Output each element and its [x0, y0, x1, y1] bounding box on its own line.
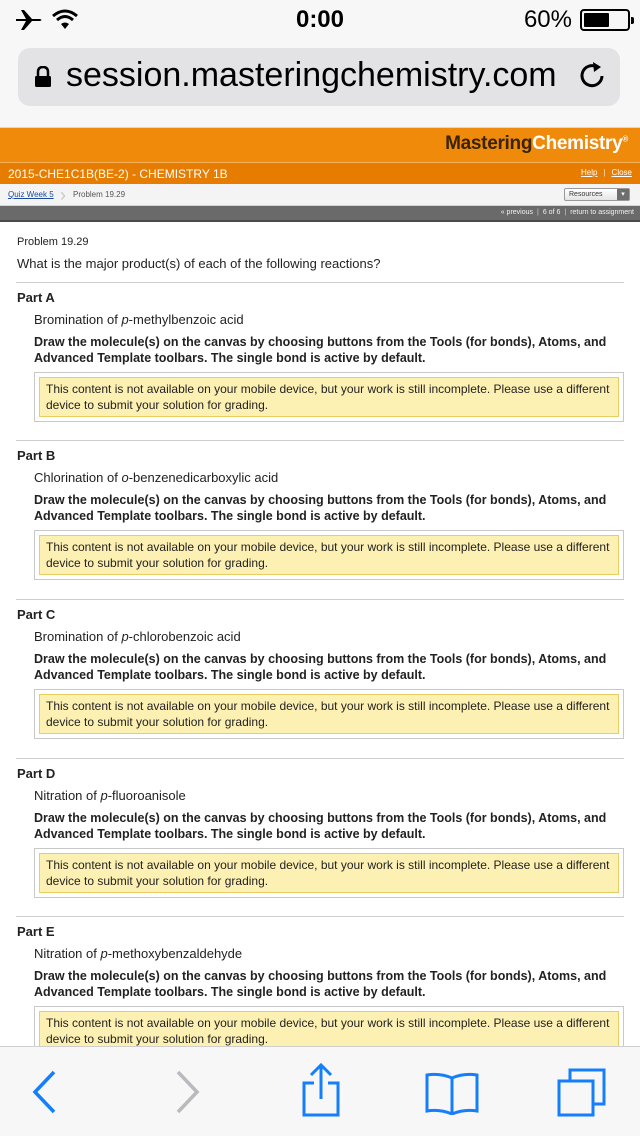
part-instruction: Draw the molecule(s) on the canvas by choosing buttons from the Tools (for bonds), Atoms, and Advanced Template toolbars. The single bond is active by default.	[34, 652, 607, 682]
breadcrumb-assignment-link[interactable]: Quiz Week 5	[8, 190, 54, 199]
part-instruction: Draw the molecule(s) on the canvas by choosing buttons from the Tools (for bonds), Atoms, and Advanced Template toolbars. The single bond is active by default.	[34, 493, 607, 523]
pagination-separator: |	[537, 209, 539, 216]
unavailable-notice: This content is not available on your mobile device, but your work is still incomplete. Please use a different device to submit your solution for grading.	[39, 377, 619, 417]
divider	[16, 440, 624, 441]
url-field[interactable]	[18, 48, 620, 106]
divider	[16, 758, 624, 759]
description-italic: p	[100, 788, 108, 803]
unavailable-notice: This content is not available on your mobile device, but your work is still incomplete. Please use a different device to submit your solution for grading.	[39, 694, 619, 734]
forward-icon[interactable]	[172, 1069, 202, 1115]
reload-icon[interactable]	[576, 60, 608, 92]
part-a	[0, 282, 640, 432]
return-to-assignment-link[interactable]: return to assignment	[570, 209, 634, 216]
battery-icon	[580, 9, 630, 31]
breadcrumb-chevron-icon: ›	[60, 185, 66, 205]
part-description	[34, 788, 186, 803]
description-italic: p	[100, 946, 108, 961]
status-bar	[0, 0, 640, 40]
part-instruction: Draw the molecule(s) on the canvas by choosing buttons from the Tools (for bonds), Atoms, and Advanced Template toolbars. The single bond is active by default.	[34, 969, 607, 999]
logo-chemistry: Chemistry	[532, 133, 623, 154]
part-instruction: Draw the molecule(s) on the canvas by choosing buttons from the Tools (for bonds), Atoms, and Advanced Template toolbars. The single bond is active by default.	[34, 335, 607, 365]
course-bar	[0, 162, 640, 184]
previous-link[interactable]: « previous	[500, 209, 534, 216]
page-position: 6 of 6	[542, 209, 561, 216]
tabs-icon[interactable]	[556, 1067, 608, 1119]
part-e	[0, 916, 640, 1046]
pagination-bar	[0, 206, 640, 222]
description-prefix: Nitration of	[34, 946, 101, 961]
share-icon[interactable]	[300, 1063, 342, 1117]
divider	[16, 916, 624, 917]
description-prefix: Nitration of	[34, 788, 101, 803]
url-text: session.masteringchemistry.com	[66, 56, 557, 94]
part-instruction: Draw the molecule(s) on the canvas by choosing buttons from the Tools (for bonds), Atoms, and Advanced Template toolbars. The single bond is active by default.	[34, 811, 607, 841]
problem-question: What is the major product(s) of each of the following reactions?	[17, 256, 381, 271]
part-description	[34, 312, 244, 327]
part-description	[34, 946, 242, 961]
clock: 0:00	[295, 6, 345, 33]
site-header	[0, 128, 640, 162]
description-suffix: -chlorobenzoic acid	[128, 629, 241, 644]
course-title: 2015-CHE1C1B(BE-2) - CHEMISTRY 1B	[8, 167, 228, 181]
description-prefix: Chlorination of	[34, 470, 122, 485]
part-d	[0, 758, 640, 908]
logo-mastering: Mastering	[445, 133, 533, 154]
divider	[16, 282, 624, 283]
description-suffix: -benzenedicarboxylic acid	[128, 470, 279, 485]
part-b	[0, 440, 640, 590]
divider	[16, 599, 624, 600]
masteringchemistry-logo	[445, 133, 628, 155]
notice-box	[34, 689, 624, 739]
part-title: Part D	[17, 766, 56, 781]
description-italic: o	[121, 470, 129, 485]
breadcrumb	[0, 184, 640, 206]
unavailable-notice: This content is not available on your mobile device, but your work is still incomplete. Please use a different device to submit your solution for grading.	[39, 535, 619, 575]
pagination-separator: |	[564, 209, 567, 216]
notice-box	[34, 372, 624, 422]
help-link[interactable]: Help	[581, 168, 598, 177]
resources-label: Resources	[569, 191, 603, 198]
part-title: Part A	[17, 290, 55, 305]
description-prefix: Bromination of	[34, 629, 122, 644]
notice-box	[34, 848, 624, 898]
description-suffix: -methoxybenzaldehyde	[107, 946, 243, 961]
notice-box	[34, 1006, 624, 1046]
lock-icon	[34, 66, 52, 88]
bookmarks-icon[interactable]	[424, 1071, 480, 1115]
part-title: Part C	[17, 607, 56, 622]
logo-registered-mark: ®	[622, 134, 628, 144]
description-suffix: -fluoroanisole	[107, 788, 186, 803]
problem-label: Problem 19.29	[17, 236, 89, 248]
back-icon[interactable]	[30, 1069, 60, 1115]
part-description	[34, 629, 241, 644]
description-prefix: Bromination of	[34, 312, 122, 327]
battery-percent: 60%	[523, 6, 572, 33]
unavailable-notice: This content is not available on your mobile device, but your work is still incomplete. Please use a different device to submit your solution for grading.	[39, 853, 619, 893]
description-suffix: -methylbenzoic acid	[128, 312, 244, 327]
close-link[interactable]: Close	[611, 168, 632, 177]
description-italic: p	[121, 312, 129, 327]
problem-content	[0, 224, 640, 1046]
browser-address-bar	[0, 40, 640, 128]
notice-box	[34, 530, 624, 580]
description-italic: p	[121, 629, 129, 644]
part-description	[34, 470, 278, 485]
unavailable-notice: This content is not available on your mobile device, but your work is still incomplete. Please use a different device to submit your solution for grading.	[39, 1011, 619, 1046]
dropdown-arrow-icon: ▾	[617, 189, 629, 200]
breadcrumb-current: Problem 19.29	[73, 190, 126, 199]
browser-toolbar	[0, 1046, 640, 1136]
part-title: Part E	[17, 924, 55, 939]
link-separator: |	[603, 168, 606, 177]
part-title: Part B	[17, 448, 56, 463]
resources-dropdown[interactable]	[564, 188, 630, 201]
part-c	[0, 599, 640, 749]
